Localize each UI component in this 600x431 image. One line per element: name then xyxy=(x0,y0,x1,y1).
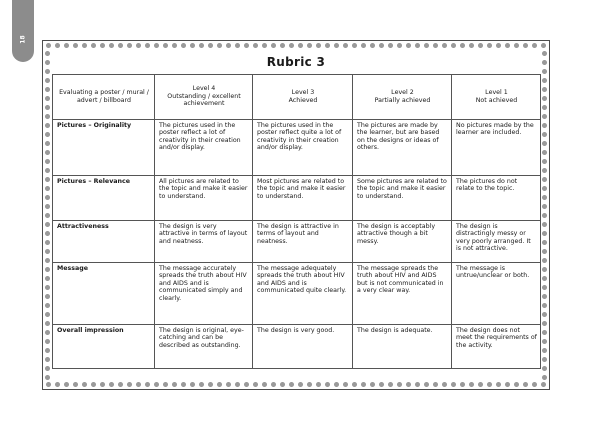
criterion-cell: Pictures – Relevance xyxy=(53,176,155,221)
table-row xyxy=(53,221,541,263)
column-header-criterion: Evaluating a poster / mural / advert / billboard xyxy=(53,75,155,120)
criterion-cell: Message xyxy=(53,263,155,325)
level-4-cell: The design is very attractive in terms of layout and neatness. xyxy=(155,221,253,263)
criterion-cell: Overall impression xyxy=(53,325,155,369)
dotted-border-bottom xyxy=(44,381,548,388)
level-1-cell: No pictures made by the learner are included. xyxy=(452,120,541,176)
level-1-cell: The pictures do not relate to the topic. xyxy=(452,176,541,221)
level-3-cell: The design is attractive in terms of layout and neatness. xyxy=(253,221,353,263)
column-header-level-2: Level 2 Partially achieved xyxy=(353,75,452,120)
level-2-cell: The design is acceptably attractive though a bit messy. xyxy=(353,221,452,263)
rubric-table xyxy=(52,74,541,369)
level-3-cell: The design is very good. xyxy=(253,325,353,369)
criterion-cell: Pictures – Originality xyxy=(53,120,155,176)
level-2-cell: The pictures are made by the learner, but are based on the designs or ideas of others. xyxy=(353,120,452,176)
level-4-cell: The message accurately spreads the truth about HIV and AIDS and is communicated simply and clearly. xyxy=(155,263,253,325)
dotted-border-top xyxy=(44,42,548,49)
table-row xyxy=(53,120,541,176)
level-3-cell: The pictures used in the poster reflect quite a lot of creativity in their creation and/or display. xyxy=(253,120,353,176)
dotted-border-left xyxy=(44,49,51,381)
level-1-cell: The design is distractingly messy or very poorly arranged. It is not attractive. xyxy=(452,221,541,263)
dotted-border-right xyxy=(541,49,548,381)
level-2-cell: Some pictures are related to the topic and make it easier to understand. xyxy=(353,176,452,221)
page-number: 18 xyxy=(19,35,27,44)
level-3-cell: The message adequately spreads the truth about HIV and AIDS and is communicated quite clearly. xyxy=(253,263,353,325)
column-header-level-3: Level 3 Achieved xyxy=(253,75,353,120)
level-1-cell: The message is untrue/unclear or both. xyxy=(452,263,541,325)
table-row xyxy=(53,176,541,221)
column-header-level-4: Level 4 Outstanding / excellent achievement xyxy=(155,75,253,120)
level-2-cell: The design is adequate. xyxy=(353,325,452,369)
column-header-level-1: Level 1 Not achieved xyxy=(452,75,541,120)
level-3-cell: Most pictures are related to the topic and make it easier to understand. xyxy=(253,176,353,221)
level-4-cell: All pictures are related to the topic and make it easier to understand. xyxy=(155,176,253,221)
table-row xyxy=(53,263,541,325)
rubric-title: Rubric 3 xyxy=(266,55,326,69)
level-4-cell: The design is original, eye-catching and can be described as outstanding. xyxy=(155,325,253,369)
criterion-cell: Attractiveness xyxy=(53,221,155,263)
level-4-cell: The pictures used in the poster reflect a lot of creativity in their creation and/or display. xyxy=(155,120,253,176)
table-row xyxy=(53,325,541,369)
level-1-cell: The design does not meet the requirements of the activity. xyxy=(452,325,541,369)
level-2-cell: The message spreads the truth about HIV and AIDS but is not communicated in a very clear way. xyxy=(353,263,452,325)
table-header-row xyxy=(53,75,541,120)
